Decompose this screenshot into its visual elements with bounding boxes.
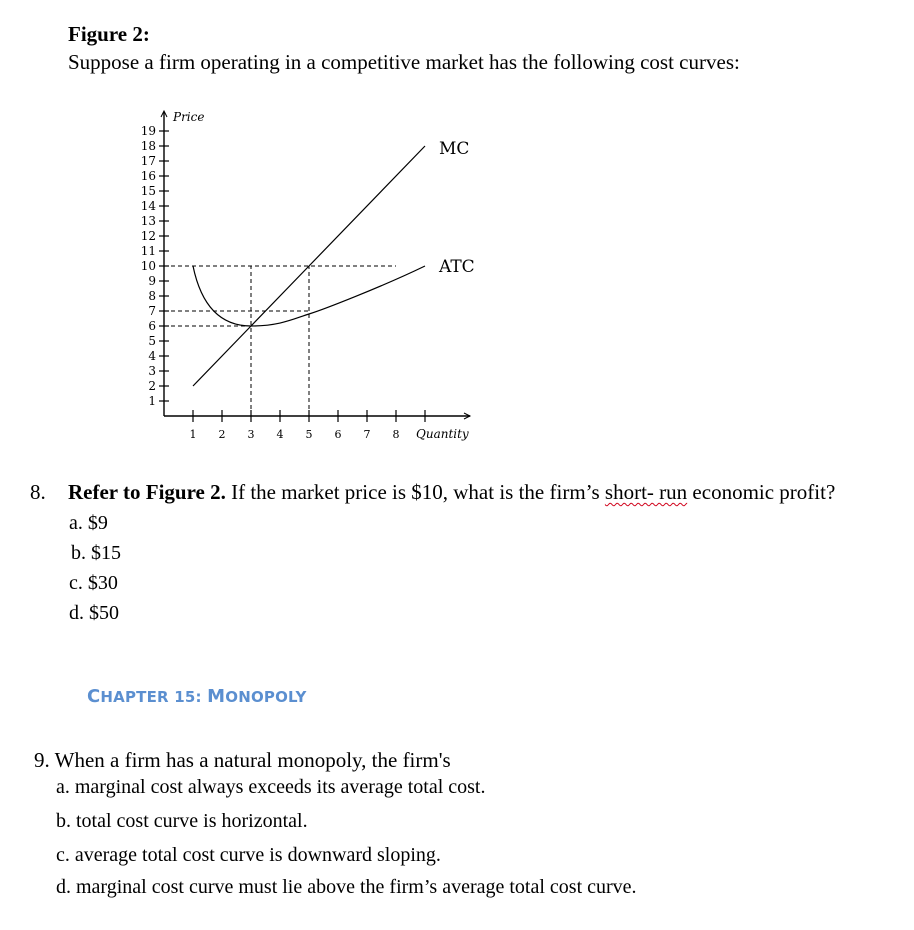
svg-text:2: 2 xyxy=(218,428,226,441)
question-lead: Refer to Figure 2. xyxy=(68,480,226,504)
q9-option-c: c. average total cost curve is downward sloping. xyxy=(56,844,441,866)
question-text-2: economic profit? xyxy=(687,480,836,504)
svg-text:9: 9 xyxy=(148,274,156,288)
svg-text:7: 7 xyxy=(363,428,371,441)
question-8 xyxy=(30,480,835,505)
svg-text:10: 10 xyxy=(140,259,156,273)
question-number: 8. xyxy=(30,480,46,504)
svg-text:12: 12 xyxy=(140,229,156,243)
figure-title: Figure 2: xyxy=(68,22,150,46)
svg-text:1: 1 xyxy=(148,394,156,408)
chapter-heading: CHAPTER 15: MONOPOLY xyxy=(87,686,307,707)
spellcheck-word: short- run xyxy=(604,480,688,504)
mc-label: MC xyxy=(439,139,470,159)
svg-text:1: 1 xyxy=(189,428,197,441)
q9-option-a: a. marginal cost always exceeds its average total cost. xyxy=(56,776,486,798)
svg-text:3: 3 xyxy=(247,428,255,441)
atc-label: ATC xyxy=(439,257,475,277)
svg-text:4: 4 xyxy=(276,428,284,441)
q8-option-b: b. $15 xyxy=(71,542,121,564)
svg-text:8: 8 xyxy=(148,289,156,303)
svg-text:16: 16 xyxy=(140,169,156,183)
svg-text:11: 11 xyxy=(140,244,156,258)
svg-text:5: 5 xyxy=(305,428,313,441)
q8-option-c: c. $30 xyxy=(69,572,118,594)
svg-text:19: 19 xyxy=(140,124,156,138)
q9-option-b: b. total cost curve is horizontal. xyxy=(56,810,308,832)
svg-text:7: 7 xyxy=(148,304,156,318)
figure-description: Suppose a firm operating in a competitive market has the following cost curves: xyxy=(68,50,740,74)
svg-text:3: 3 xyxy=(148,364,156,378)
x-axis-label: Quantity xyxy=(416,427,469,441)
svg-text:2: 2 xyxy=(148,379,156,393)
svg-text:4: 4 xyxy=(148,349,156,363)
svg-text:6: 6 xyxy=(148,319,156,333)
q8-option-a: a. $9 xyxy=(69,512,108,534)
svg-text:18: 18 xyxy=(140,139,156,153)
y-axis-label: Price xyxy=(173,110,205,124)
svg-text:5: 5 xyxy=(148,334,156,348)
svg-text:13: 13 xyxy=(140,214,156,228)
svg-text:15: 15 xyxy=(140,184,156,198)
svg-text:14: 14 xyxy=(140,199,156,213)
q9-option-d: d. marginal cost curve must lie above the firm’s average total cost curve. xyxy=(56,876,637,898)
svg-text:8: 8 xyxy=(392,428,400,441)
q8-option-d: d. $50 xyxy=(69,602,119,624)
svg-text:6: 6 xyxy=(334,428,342,441)
svg-text:17: 17 xyxy=(140,154,156,168)
question-9-stem: 9. When a firm has a natural monopoly, the firm's xyxy=(34,748,451,772)
question-text-1: If the market price is $10, what is the firm’s xyxy=(225,480,605,504)
